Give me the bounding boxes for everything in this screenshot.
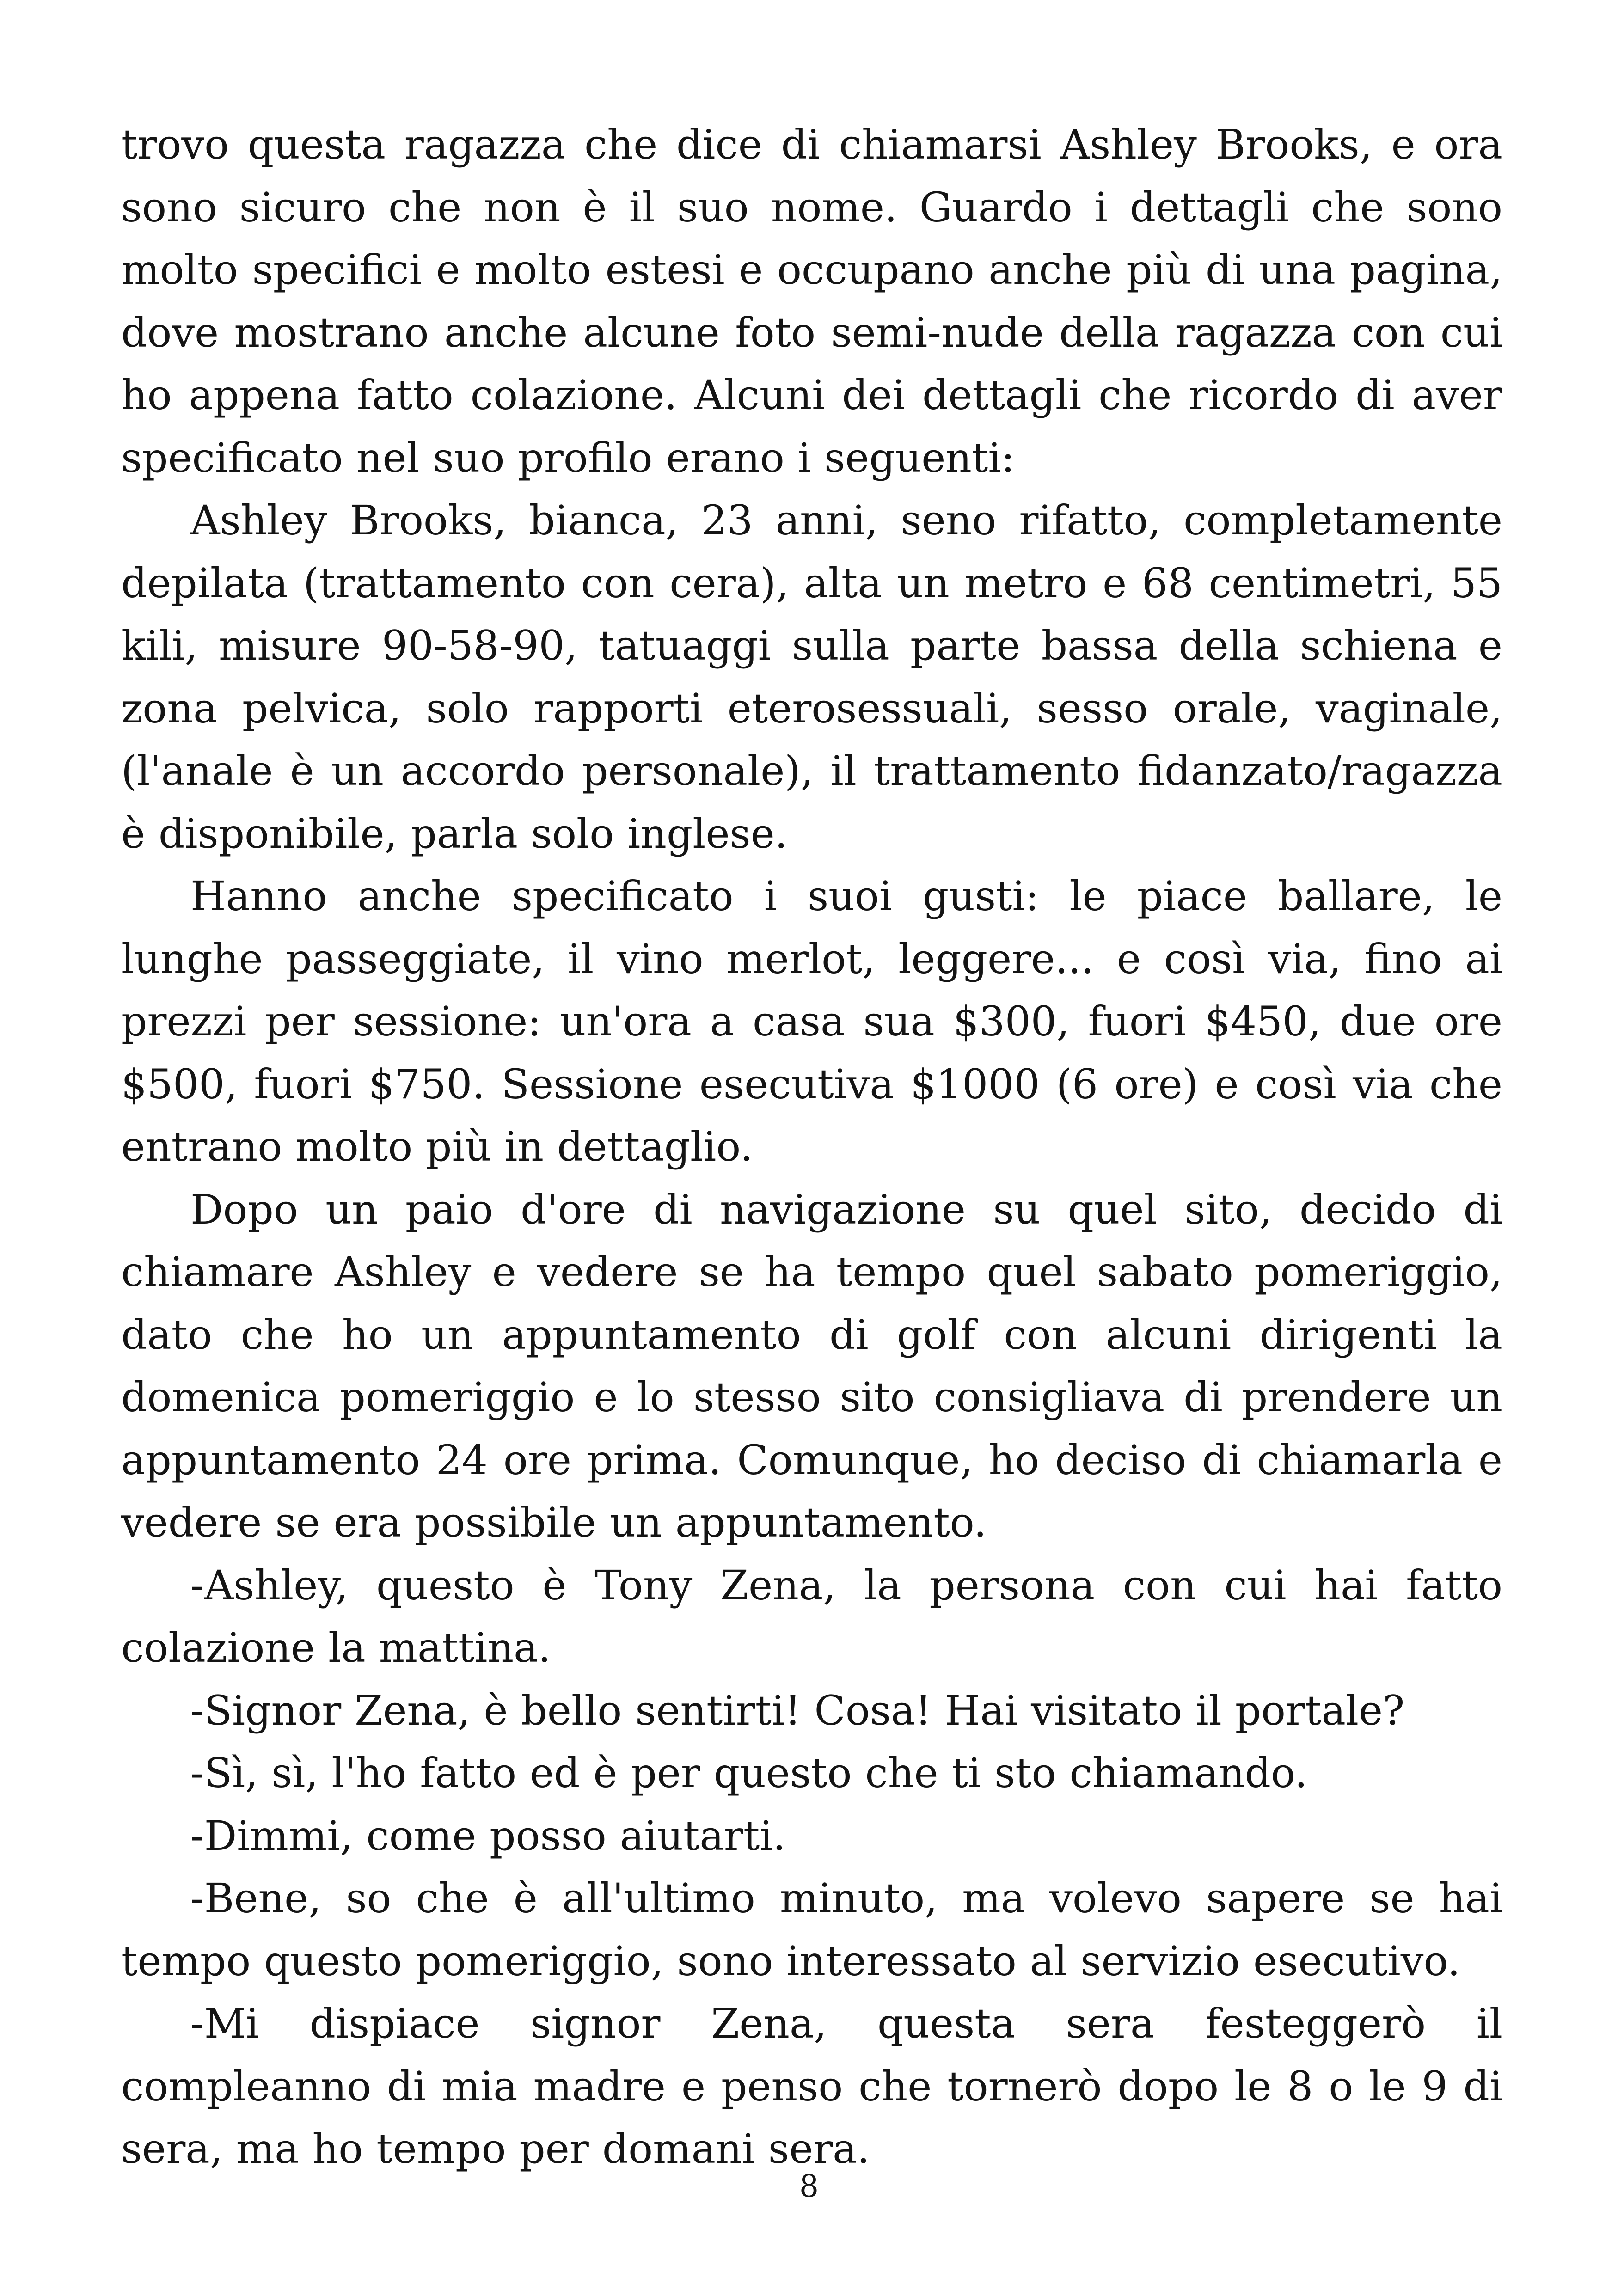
dialogue-line: -Signor Zena, è bello sentirti! Cosa! Hai visitato il portale? <box>190 1686 1405 1734</box>
paragraph-decision-to-call: Dopo un paio d'ore di navigazione su quel sito, decido di chiamare Ashley e vedere se ha tempo quel sabato pomeriggio, dato che ho un appuntamento di golf con alcuni dirigenti la domenica pomeriggio e lo stesso sito consigliava di prendere un appuntamento 24 ore prima. Comunque, ho deciso di chiamarla e vedere se era possibile un appuntamento. <box>121 1185 1502 1546</box>
dialogue-line: -Ashley, questo è Tony Zena, la persona con cui hai fatto colazione la mattina. <box>121 1561 1502 1671</box>
dialogue-line: -Sì, sì, l'ho fatto ed è per questo che ti sto chiamando. <box>190 1749 1308 1797</box>
page-number: 8 <box>799 2168 819 2204</box>
dialogue-line: -Dimmi, come posso aiutarti. <box>190 1812 786 1860</box>
paragraph-profile-details: Ashley Brooks, bianca, 23 anni, seno rifatto, completamente depilata (trattamento con cera), alta un metro e 68 centimetri, 55 kili, misure 90-58-90, tatuaggi sulla parte bassa della schiena e zona pelvica, solo rapporti eterosessuali, sesso orale, vaginale, (l'anale è un accordo personale), il trattamento fidanzato/ragazza è disponibile, parla solo inglese. <box>121 496 1502 857</box>
paragraph-continuation: trovo questa ragazza che dice di chiamarsi Ashley Brooks, e ora sono sicuro che non è il suo nome. Guardo i dettagli che sono molto specifici e molto estesi e occupano anche più di una pagina, dove mostrano anche alcune foto semi-nude della ragazza con cui ho appena fatto colazione. Alcuni dei dettagli che ricordo di aver specificato nel suo profilo erano i seguenti: <box>121 121 1502 482</box>
dialogue-line: -Mi dispiace signor Zena, questa sera festeggerò il compleanno di mia madre e penso che tornerò dopo le 8 o le 9 di sera, ma ho tempo per domani sera. <box>121 2000 1502 2173</box>
page-body <box>121 113 1502 2180</box>
dialogue-line: -Bene, so che è all'ultimo minuto, ma volevo sapere se hai tempo questo pomeriggio, sono interessato al servizio esecutivo. <box>121 1874 1502 1985</box>
paragraph-tastes-prices: Hanno anche specificato i suoi gusti: le piace ballare, le lunghe passeggiate, il vino merlot, leggere... e così via, fino ai prezzi per sessione: un'ora a casa sua $300, fuori $450, due ore $500, fuori $750. Sessione esecutiva $1000 (6 ore) e così via che entrano molto più in dettaglio. <box>121 872 1502 1170</box>
